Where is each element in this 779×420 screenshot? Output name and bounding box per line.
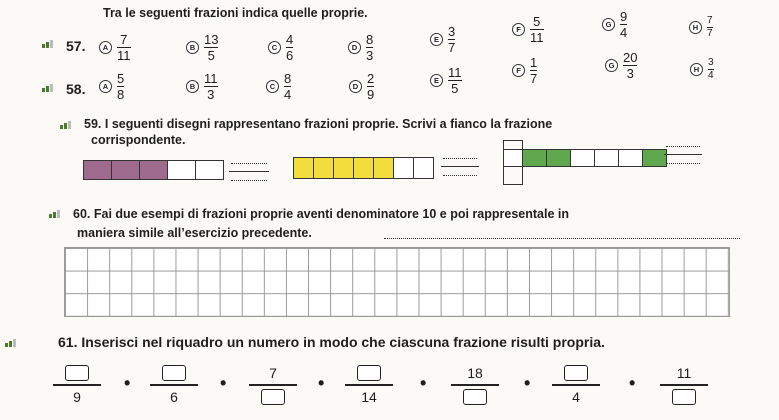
option-57-h[interactable] <box>689 16 713 39</box>
strip-extra-cell <box>503 140 523 150</box>
separator: • <box>629 373 636 393</box>
separator: • <box>524 373 531 393</box>
answer-line[interactable] <box>443 158 477 159</box>
option-57-c[interactable] <box>268 33 293 62</box>
option-letter: B <box>186 80 199 93</box>
fraction: $\frac{4}{6}$ <box>286 32 294 64</box>
option-57-e[interactable] <box>430 25 455 54</box>
option-letter: B <box>186 41 199 54</box>
option-58-c[interactable] <box>266 72 291 101</box>
option-letter: D <box>349 80 362 93</box>
fraction: $\frac{8}{4}$ <box>284 71 292 103</box>
answer-line[interactable] <box>443 175 477 176</box>
answer-box[interactable] <box>357 365 381 381</box>
exercise-intro: Tra le seguenti frazioni indica quelle proprie. <box>103 6 368 20</box>
fraction: $\frac{5}{11}$ <box>530 14 544 46</box>
option-58-h[interactable] <box>690 58 714 81</box>
fraction: $\frac{13}{5}$ <box>204 32 219 64</box>
fraction-5: 18 <box>451 365 499 405</box>
option-58-b[interactable] <box>186 72 218 101</box>
fraction: $\frac{11}{5}$ <box>448 65 462 97</box>
option-letter: F <box>512 23 525 36</box>
exercise-57-number: 57. <box>66 38 86 54</box>
exercise-61-instruction: Inserisci nel riquadro un numero in modo che ciascuna frazione risulti propria. <box>81 334 605 350</box>
difficulty-icon <box>42 40 56 48</box>
fraction: $\frac{11}{3}$ <box>204 71 218 103</box>
fraction-6: 4 <box>552 365 600 405</box>
fraction: $\frac{3}{4}$ <box>708 57 714 82</box>
fraction-strip-green <box>503 149 667 167</box>
answer-box[interactable] <box>672 389 696 405</box>
option-letter: E <box>430 33 443 46</box>
difficulty-icon <box>60 121 74 129</box>
fraction: $\frac{5}{8}$ <box>117 71 125 103</box>
exercise-60-line1: Fai due esempi di frazioni proprie aventi denominatore 10 e poi rappresentale in <box>93 207 569 221</box>
difficulty-icon <box>49 210 63 218</box>
answer-box[interactable] <box>162 365 186 381</box>
fraction: $\frac{7}{11}$ <box>117 32 131 64</box>
answer-line[interactable] <box>231 180 267 181</box>
fraction-3: 7 <box>249 365 297 405</box>
fraction: $\frac{7}{7}$ <box>707 15 713 40</box>
option-letter: A <box>99 80 112 93</box>
fraction-7: 11 <box>660 365 708 405</box>
exercise-60-line2: maniera simile all’esercizio precedente. <box>77 226 312 240</box>
fraction-4: 14 <box>345 365 393 405</box>
option-58-a[interactable] <box>99 72 124 101</box>
option-letter: F <box>512 64 525 77</box>
option-letter: C <box>268 41 281 54</box>
option-58-e[interactable] <box>430 66 462 95</box>
option-letter: G <box>605 59 618 72</box>
fraction: $\frac{9}{4}$ <box>620 9 628 41</box>
option-57-f[interactable] <box>512 15 544 44</box>
option-letter: H <box>690 63 703 76</box>
answer-box[interactable] <box>261 389 285 405</box>
answer-line[interactable] <box>231 163 267 164</box>
exercise-59-line2: corrispondente. <box>91 133 186 147</box>
option-57-d[interactable] <box>348 33 373 62</box>
option-57-a[interactable] <box>99 33 131 62</box>
separator: • <box>318 373 325 393</box>
fraction: $\frac{8}{3}$ <box>366 32 374 64</box>
exercise-58-number: 58. <box>66 81 86 97</box>
option-letter: E <box>430 74 443 87</box>
answer-box[interactable] <box>564 365 588 381</box>
exercise-59-line1: I seguenti disegni rappresentano frazioni proprie. Scrivi a fianco la frazione <box>104 117 553 131</box>
difficulty-icon <box>5 339 19 347</box>
difficulty-icon <box>42 84 56 92</box>
option-letter: G <box>602 18 615 31</box>
fraction-1: 9 <box>53 365 101 405</box>
exercise-59-text <box>84 117 552 131</box>
option-57-g[interactable] <box>602 10 627 39</box>
separator: • <box>220 373 227 393</box>
option-letter: D <box>348 41 361 54</box>
squared-grid[interactable] <box>64 247 730 317</box>
answer-line[interactable] <box>666 163 700 164</box>
option-letter: C <box>266 80 279 93</box>
fraction-strip-yellow <box>293 157 434 179</box>
exercise-61-text <box>58 334 605 350</box>
answer-bar <box>664 154 702 155</box>
answer-line[interactable] <box>666 146 700 147</box>
option-57-b[interactable] <box>186 33 218 62</box>
fraction-strip-purple <box>83 160 224 180</box>
option-letter: H <box>689 21 702 34</box>
separator: • <box>124 373 131 393</box>
exercise-60-text <box>73 207 569 221</box>
strip-extra-cell <box>503 166 523 185</box>
exercise-61-number: 61. <box>58 334 78 350</box>
exercise-60-number: 60. <box>73 207 91 221</box>
fraction: $\frac{2}{9}$ <box>367 71 375 103</box>
fraction: $\frac{20}{3}$ <box>623 50 638 82</box>
option-58-f[interactable] <box>512 56 537 85</box>
fraction: $\frac{3}{7}$ <box>448 24 456 56</box>
exercise-59-number: 59. <box>84 117 102 131</box>
answer-line[interactable] <box>384 238 740 239</box>
fraction: $\frac{1}{7}$ <box>530 55 538 87</box>
answer-box[interactable] <box>463 389 487 405</box>
fraction-2: 6 <box>150 365 198 405</box>
option-58-g[interactable] <box>605 51 637 80</box>
option-58-d[interactable] <box>349 72 374 101</box>
option-letter: A <box>99 41 112 54</box>
answer-box[interactable] <box>65 365 89 381</box>
separator: • <box>420 373 427 393</box>
answer-bar <box>229 171 269 172</box>
answer-bar <box>441 166 479 167</box>
